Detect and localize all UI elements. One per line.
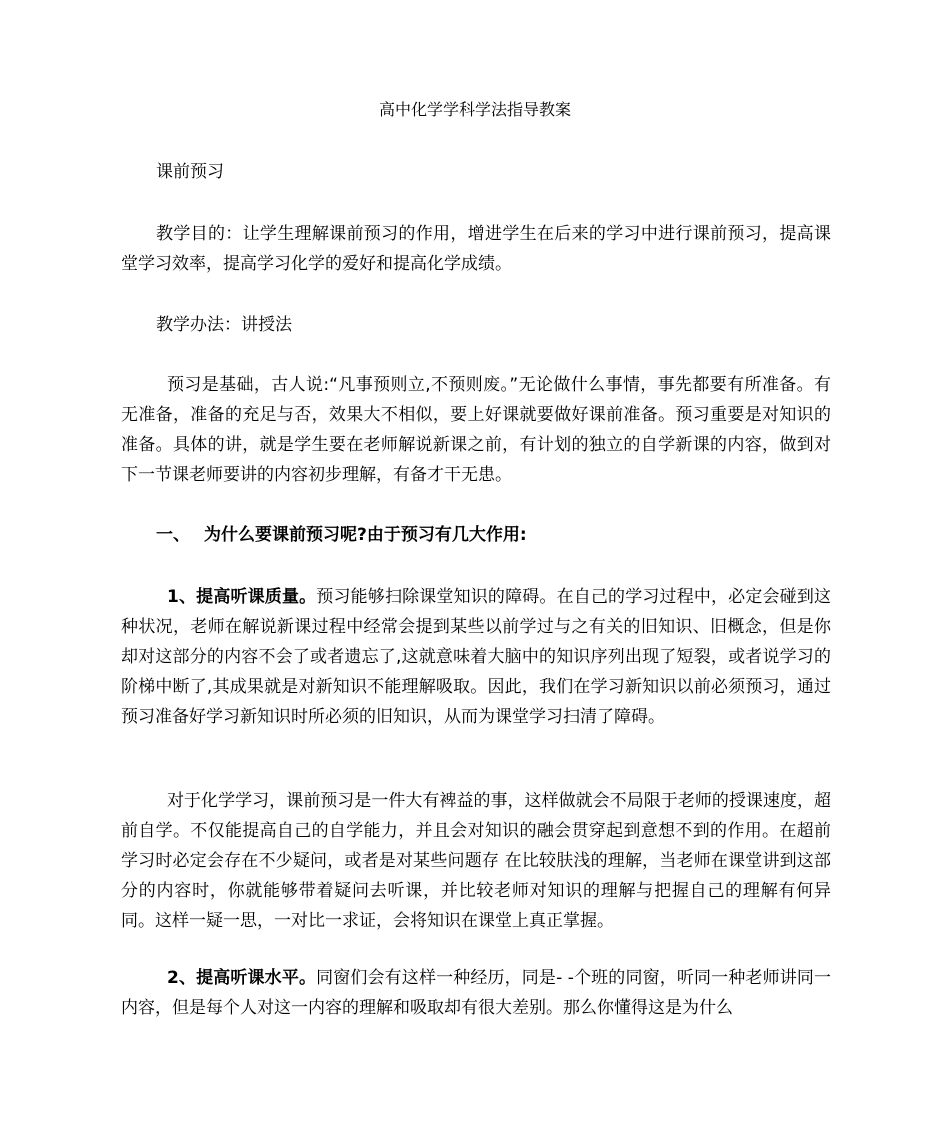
point-one-paragraph (121, 582, 831, 732)
document-title: 高中化学学科学法指导教案 (378, 100, 571, 119)
point-two-paragraph (121, 963, 831, 1023)
point-two-body: 同窗们会有这样一种经历，同是- -个班的同窗，听同一种老师讲同一内容，但是每个人对这一内容的理解和吸取却有很大差别。那么你懂得这是为什么 (121, 968, 831, 1018)
section-one-heading (156, 524, 527, 546)
point-two-title: 2、提高听课水平。 (167, 968, 317, 988)
teaching-method: 教学办法：讲授法 (156, 315, 292, 335)
point-one-body: 预习能够扫除课堂知识的障碍。在自己的学习过程中，必定会碰到这种状况，老师在解说新课过程中经常会提到某些以前学过与之有关的旧知识、旧概念，但是你却对这部分的内容不会了或者遗忘了,这就意味着大脑中的知识序列出现了短裂，或者说学习的阶梯中断了,其成果就是对新知识不能理解吸取。因此，我们在学习新知识以前必须预习，通过预习准备好学习新知识时所必须的旧知识，从而为课堂学习扫清了障碍。 (121, 587, 831, 727)
point-one-title: 1、提高听课质量。 (167, 587, 317, 607)
intro-paragraph: 预习是基础，古人说:“凡事预则立,不预则废。”无论做什么事情，事先都要有所准备。有无准备，准备的充足与否，效果大不相似，要上好课就要做好课前准备。预习重要是对知识的准备。具体的讲，就是学生要在老师解说新课之前，有计划的独立的自学新课的内容，做到对下一节课老师要讲的内容初步理解，有备才干无患。 (121, 375, 831, 485)
chemistry-paragraph: 对于化学学习，课前预习是一件大有裨益的事，这样做就会不局限于老师的授课速度，超前自学。不仅能提高自己的自学能力，并且会对知识的融会贯穿起到意想不到的作用。在超前学习时必定会存在不少疑问，或者是对某些问题存 在比较肤浅的理解，当老师在课堂讲到这部分的内容时，你就能够带着疑问去听课，并比较老师对知识的理解与把握自己的理解有何异同。这样一疑一思，一对比一求证，会将知识在课堂上真正掌握。 (121, 791, 831, 931)
section-one-text: 为什么要课前预习呢?由于预习有几大作用: (204, 525, 527, 545)
section-heading: 课前预习 (156, 162, 224, 182)
section-one-number: 一、 (156, 525, 190, 545)
teaching-objective: 教学目的：让学生理解课前预习的作用，增进学生在后来的学习中进行课前预习，提高课堂学习效率，提高学习化学的爱好和提高化学成绩。 (121, 224, 831, 274)
